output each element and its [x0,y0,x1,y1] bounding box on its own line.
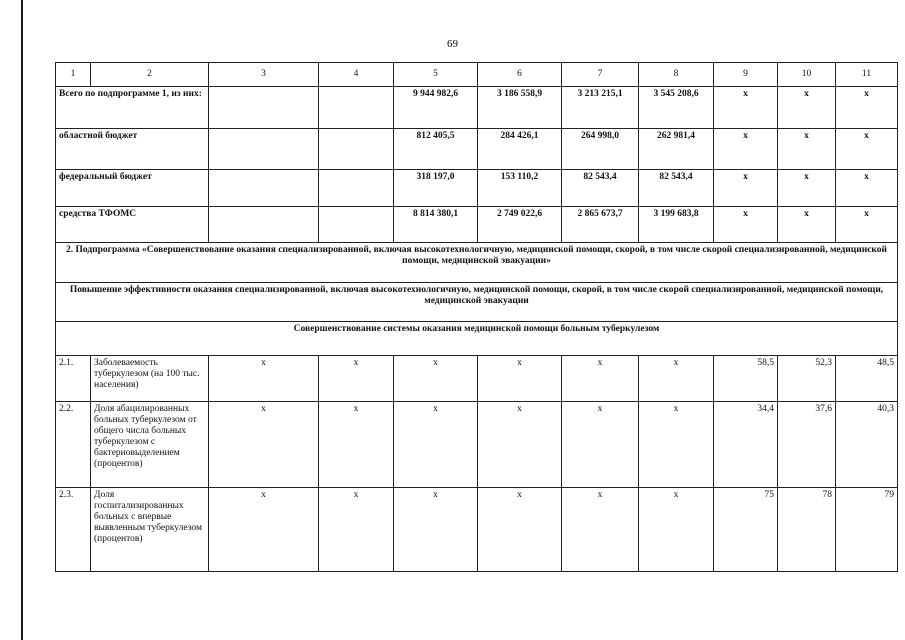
amount-cell: 2 749 022,6 [478,207,562,243]
column-header: 2 [91,63,209,87]
empty-cell [319,87,394,129]
x-cell: x [209,402,319,488]
summary-label: областной бюджет [56,129,209,170]
x-cell: x [319,356,394,402]
x-cell: x [562,356,639,402]
x-cell: x [639,402,714,488]
column-header: 6 [478,63,562,87]
value-cell: 52,3 [778,356,836,402]
x-cell: x [778,129,836,170]
summary-row-regional [56,129,898,170]
x-cell: x [836,129,898,170]
task-title: Совершенствование системы оказания медицинской помощи больным туберкулезом [56,322,898,356]
x-cell: x [209,356,319,402]
amount-cell: 812 405,5 [394,129,478,170]
x-cell: x [639,356,714,402]
amount-cell: 153 110,2 [478,170,562,207]
x-cell: x [714,170,778,207]
amount-cell: 3 199 683,8 [639,207,714,243]
x-cell: x [394,356,478,402]
indicator-number: 2.3. [56,488,91,572]
value-cell: 79 [836,488,898,572]
column-header: 5 [394,63,478,87]
page-number: 69 [447,38,458,50]
value-cell: 48,5 [836,356,898,402]
x-cell: x [394,402,478,488]
column-header: 11 [836,63,898,87]
x-cell: x [478,402,562,488]
column-header: 8 [639,63,714,87]
amount-cell: 8 814 380,1 [394,207,478,243]
column-header: 7 [562,63,639,87]
page-edge-line [21,0,23,640]
empty-cell [209,129,319,170]
task-row [56,322,898,356]
column-header: 4 [319,63,394,87]
amount-cell: 3 186 558,9 [478,87,562,129]
x-cell: x [714,87,778,129]
indicator-row [56,402,898,488]
column-header: 9 [714,63,778,87]
x-cell: x [209,488,319,572]
value-cell: 34,4 [714,402,778,488]
amount-cell: 284 426,1 [478,129,562,170]
amount-cell: 82 543,4 [562,170,639,207]
summary-label: Всего по подпрограмме 1, из них: [56,87,209,129]
indicator-name: Доля абацилированных больных туберкулезом от общего числа больных туберкулезом с бактериовыделением (процентов) [91,402,209,488]
x-cell: x [714,129,778,170]
summary-label: федеральный бюджет [56,170,209,207]
indicator-number: 2.1. [56,356,91,402]
value-cell: 78 [778,488,836,572]
x-cell: x [639,488,714,572]
x-cell: x [778,87,836,129]
indicator-row [56,356,898,402]
amount-cell: 3 545 208,6 [639,87,714,129]
value-cell: 58,5 [714,356,778,402]
empty-cell [209,170,319,207]
subprogram-title-row [56,243,898,283]
value-cell: 75 [714,488,778,572]
column-header: 10 [778,63,836,87]
summary-row-tfoms [56,207,898,243]
column-number-row [56,63,898,87]
x-cell: x [836,207,898,243]
summary-row-federal [56,170,898,207]
summary-row-total [56,87,898,129]
value-cell: 40,3 [836,402,898,488]
amount-cell: 2 865 673,7 [562,207,639,243]
x-cell: x [836,170,898,207]
indicator-name: Доля госпитализированных больных с впервые выявленным туберкулезом (процентов) [91,488,209,572]
goal-title: Повышение эффективности оказания специализированной, включая высокотехнологичную, медицинской помощи, скорой, в том числе скорой специализированной, медицинской помощи, медицинской эвакуации [56,283,898,322]
program-table [55,62,898,572]
x-cell: x [562,488,639,572]
indicator-row [56,488,898,572]
x-cell: x [714,207,778,243]
indicator-number: 2.2. [56,402,91,488]
empty-cell [319,170,394,207]
x-cell: x [836,87,898,129]
x-cell: x [394,488,478,572]
column-header: 1 [56,63,91,87]
amount-cell: 318 197,0 [394,170,478,207]
goal-row [56,283,898,322]
empty-cell [209,87,319,129]
column-header: 3 [209,63,319,87]
amount-cell: 264 998,0 [562,129,639,170]
empty-cell [319,129,394,170]
amount-cell: 9 944 982,6 [394,87,478,129]
x-cell: x [562,402,639,488]
amount-cell: 82 543,4 [639,170,714,207]
x-cell: x [478,356,562,402]
amount-cell: 3 213 215,1 [562,87,639,129]
summary-label: средства ТФОМС [56,207,209,243]
x-cell: x [778,207,836,243]
x-cell: x [319,488,394,572]
amount-cell: 262 981,4 [639,129,714,170]
empty-cell [209,207,319,243]
value-cell: 37,6 [778,402,836,488]
subprogram-title: 2. Подпрограмма «Совершенствование оказания специализированной, включая высокотехнологичную, медицинской помощи, скорой, в том числе скорой специализированной, медицинской помощи, медицинской эвакуации» [56,243,898,283]
x-cell: x [778,170,836,207]
x-cell: x [319,402,394,488]
indicator-name: Заболеваемость туберкулезом (на 100 тыс. населения) [91,356,209,402]
x-cell: x [478,488,562,572]
empty-cell [319,207,394,243]
